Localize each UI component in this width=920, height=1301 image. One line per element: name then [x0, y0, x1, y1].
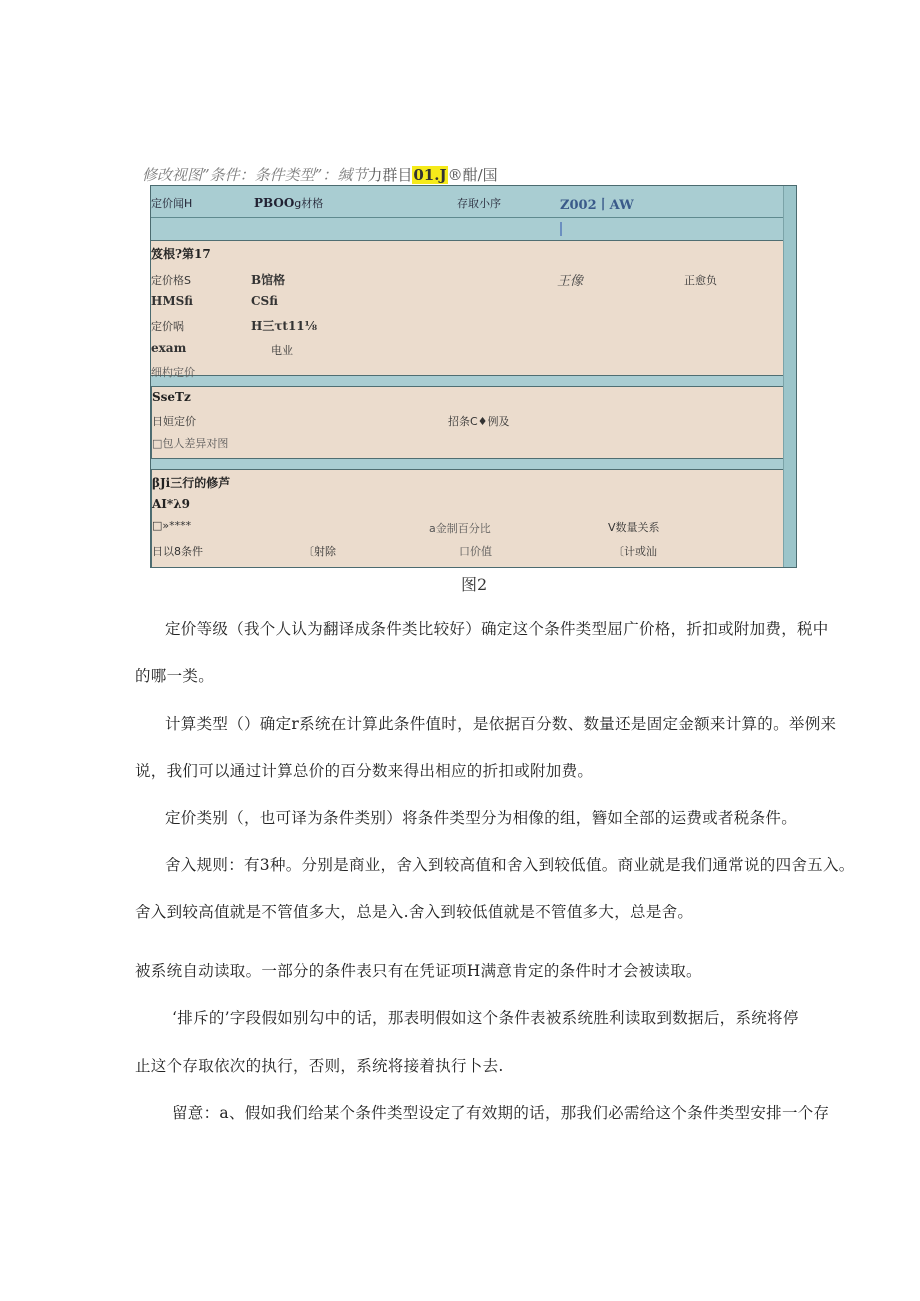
- condition-type-desc: g材格: [294, 197, 324, 210]
- group3-row1-mid[interactable]: a金制百分比: [429, 522, 491, 535]
- figure-number: 图2: [461, 575, 488, 594]
- group1-title: 笈根?第17: [151, 247, 211, 261]
- group3-title: βJi三行的修芦: [152, 476, 231, 490]
- access-sequence-value[interactable]: Z002丨AW: [560, 198, 634, 213]
- header-row: [151, 186, 784, 218]
- condition-type-label: 定价闻H: [151, 197, 193, 210]
- paragraph-line: 定价等级（我个人认为翻译成条件类比较好）确定这个条件类型屈广价格，折扣或附加费，税中: [165, 620, 829, 638]
- condition-type-code: PBOO: [254, 196, 295, 210]
- caption-highlight: 01.J: [413, 166, 447, 184]
- group1-extra2[interactable]: 正愈负: [684, 274, 717, 287]
- paragraph-line: 说，我们可以通过计算总价的百分数来得出相应的折扣或附加费。: [135, 762, 594, 780]
- text-cursor: [560, 222, 562, 236]
- group1-row1-label: 定价格S: [151, 274, 191, 287]
- paragraph-line: ‘排斥的’字段假如别勾中的话，那表明假如这个条件表被系统胜利读取到数据后，系统将停: [172, 1009, 799, 1027]
- group1-row1-value[interactable]: B馆格: [251, 273, 286, 287]
- condition-type-value[interactable]: [254, 195, 323, 211]
- group2-row1-right[interactable]: 招条C♦例及: [448, 415, 510, 428]
- figure-caption-title: [142, 164, 498, 185]
- group1-row2-label: HMSfi: [151, 294, 194, 308]
- group3-row1-right[interactable]: V数量关系: [608, 521, 660, 534]
- group2-row1-label[interactable]: 日姮定价: [152, 415, 196, 428]
- group2-row2-label[interactable]: □包人差异对图: [152, 437, 229, 450]
- paragraph-line: 舍入到较高值就是不管值多大，总是入.舍入到较低值就是不管值多大，总是舍。: [135, 903, 694, 921]
- paragraph-line: 的哪一类。: [135, 667, 215, 685]
- group2-title: SseTz: [152, 390, 191, 404]
- vertical-scrollbar[interactable]: [783, 186, 796, 567]
- group3-row2-mid[interactable]: 〔射除: [303, 545, 336, 558]
- group1-row4-label: exam: [151, 341, 187, 355]
- group3-row1-label[interactable]: □»****: [152, 519, 192, 532]
- paragraph-line: 计算类型（）确定r系统在计算此条件值时，是依据百分数、数量还是固定金额来计算的。举例来: [165, 715, 837, 733]
- caption-prefix: 修改视图”条件：条件类型”：缄节: [142, 166, 368, 184]
- paragraph-line: 定价类别（，也可译为条件类别）将条件类型分为相像的组，簪如全部的运费或者税条件。: [165, 809, 798, 827]
- caption-middle: 力群目: [367, 166, 413, 184]
- sap-screenshot: [150, 185, 797, 568]
- paragraph-line: 止这个存取依次的执行，否则，系统将接着执行卜去.: [135, 1057, 504, 1075]
- group1-row3-value[interactable]: H三τt11⅛: [251, 319, 318, 333]
- group1-row5-label: 细杓定价: [151, 366, 195, 379]
- group3-row2-label[interactable]: 日以8条件: [152, 545, 203, 558]
- group1-row2-value[interactable]: CSfi: [251, 294, 278, 308]
- paragraph-line: 留意：a、假如我们给某个条件类型设定了有效期的话，那我们必需给这个条件类型安排一个存: [172, 1104, 830, 1122]
- group3-row2-right[interactable]: 〔计或汕: [613, 545, 657, 558]
- control-data-group: [151, 240, 784, 379]
- group1-row4-value[interactable]: 电业: [271, 344, 293, 357]
- group1-extra1: 王像: [557, 274, 584, 289]
- header-strip: [151, 218, 784, 241]
- group-limits: [151, 386, 784, 459]
- group-manual-entries: [151, 469, 784, 567]
- access-sequence-label: 存取小序: [457, 197, 501, 210]
- paragraph-line: 被系统自动读取。一部分的条件表只有在凭证项H满意肯定的条件时才会被读取。: [135, 962, 702, 980]
- caption-suffix: ®酣/国: [447, 166, 498, 184]
- group1-row3-label: 定价㖞: [151, 320, 184, 333]
- group3-row2-mid2[interactable]: 口价值: [459, 545, 492, 558]
- group3-sub: AI*λ9: [152, 497, 190, 511]
- paragraph-line: 舍入规则：有3种。分别是商业，舍入到较高值和舍入到较低值。商业就是我们通常说的四舍五入。: [165, 856, 855, 874]
